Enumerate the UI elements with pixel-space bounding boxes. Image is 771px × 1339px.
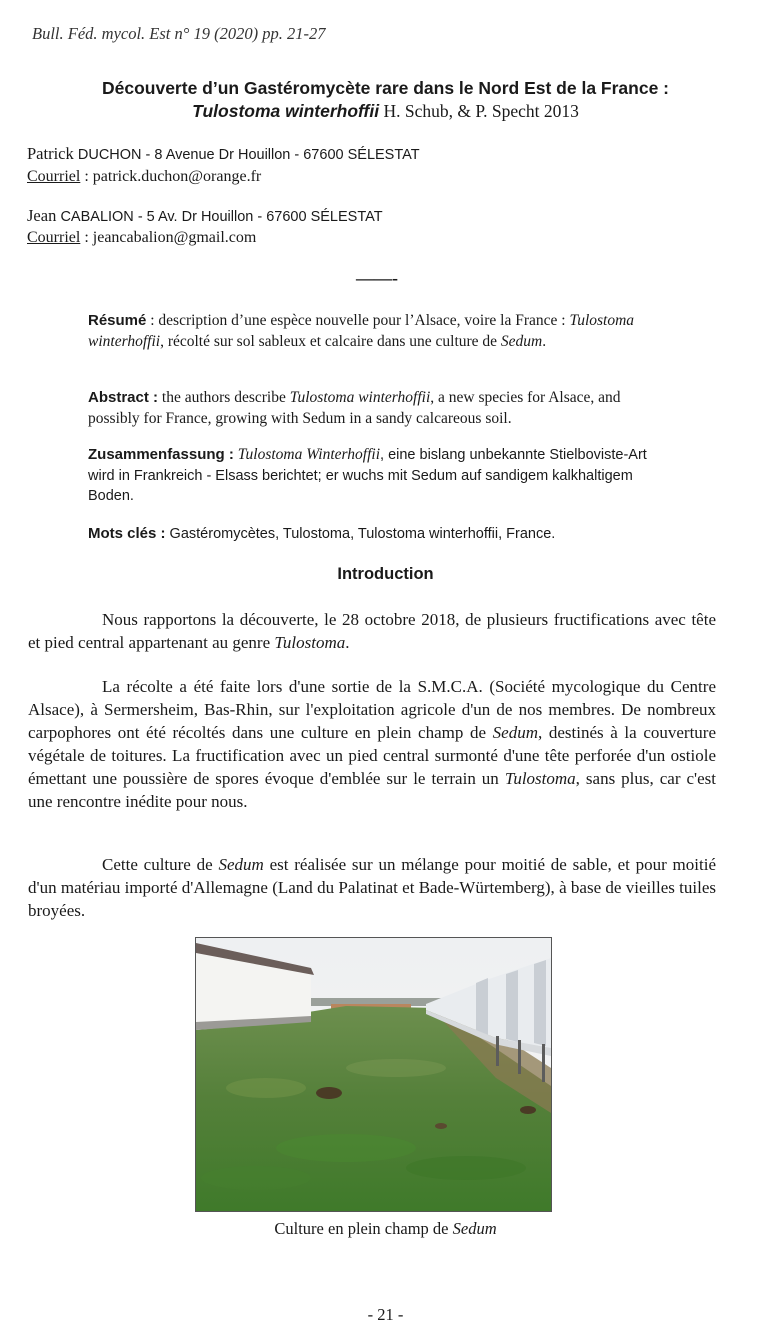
resume-species: Tulostoma winterhoffii [88,312,635,350]
figure-caption [0,1219,771,1239]
resume-text: : description d’une espèce nouvelle pour l’Alsace, voire la France : [146,312,570,329]
page-number: - 21 - [367,1305,404,1324]
author-1-first-name: Patrick [27,144,78,163]
figure-caption-sedum: Sedum [452,1219,497,1238]
author-2-email [27,229,256,247]
journal-reference: Bull. Féd. mycol. Est n° 19 (2020) pp. 21-27 [32,24,326,43]
zusammenfassung-block [88,445,658,507]
paragraph-2-sedum: Sedum [492,723,538,742]
keywords-label: Mots clés : [88,525,166,542]
paragraph-3-text-2: est réalisée sur un mélange pour moitié de sable, et pour moitié d'un matériau importé d'Allemagne (Land du Palatinat et Bade-Würtemberg), à base de vieilles tuiles broyées. [28,855,716,920]
paragraph-2 [28,675,716,813]
author-2-email-label: Courriel [27,229,81,246]
zusammenfassung-label: Zusammenfassung : [88,446,234,463]
resume-text-3: . [542,332,547,350]
abstract-text: the authors describe [158,389,290,406]
author-1 [27,144,420,164]
zusammenfassung-species: Tulostoma Winterhoffii [237,446,381,463]
section-separator: ——- [356,268,398,288]
abstract-species: Tulostoma winterhoffii [289,389,431,406]
paragraph-2-text-2: , destinés à la couverture végétale de toitures. La fructification avec un pied central surmonté d'une tête perforée d'un ostiole émettant une poussière de spores évoque d'emblée sur le terrain un [28,723,716,788]
author-1-address: - 8 Avenue Dr Houillon - 67600 SÉLESTAT [141,147,420,163]
author-2 [27,206,383,226]
paragraph-2-text-3: , sans plus, car c'est une rencontre inédite pour nous. [28,769,716,811]
author-2-last-name: CABALION [60,209,134,225]
paragraph-1-end: . [345,633,350,652]
abstract-text-2: , a new species for Alsace, and possibly for France, growing with Sedum in a sandy calcareous soil. [88,389,621,427]
resume-block [88,311,658,352]
author-1-email-label: Courriel [27,168,81,185]
keywords-block [88,524,658,545]
author-1-email [27,168,261,186]
paragraph-2-text: La récolte a été faite lors d'une sortie de la S.M.C.A. (Société mycologique du Centre Alsace), à Sermersheim, Bas-Rhin, sur l'exploitation agricole d'un de nos membres. De nombreux carpophores ont été récoltés dans une culture en plein champ de [28,677,716,742]
paragraph-1-text: Nous rapportons la découverte, le 28 octobre 2018, de plusieurs fructifications avec tête et pied central appartenant au genre [28,610,716,652]
resume-text-2: , récolté sur sol sableux et calcaire dans une culture de [160,332,501,350]
article-subtitle [30,101,741,122]
abstract-block [88,388,658,429]
field-photo-image [196,938,551,1211]
author-1-email-address[interactable]: : patrick.duchon@orange.fr [80,168,262,185]
author-2-first-name: Jean [27,206,61,225]
article-title: Découverte d’un Gastéromycète rare dans le Nord Est de la France : [101,78,669,98]
figure-caption-text: Culture en plein champ de [274,1219,453,1238]
author-2-address: - 5 Av. Dr Houillon - 67600 SÉLESTAT [133,209,383,225]
author-2-email-address[interactable]: : jeancabalion@gmail.com [80,229,257,246]
paragraph-1-genus: Tulostoma [274,633,346,652]
paragraph-2-genus: Tulostoma [504,769,576,788]
zusammenfassung-text: , eine bislang unbekannte Stielboviste-Art wird in Frankreich - Elsass berichtet; er wuchs mit Sedum auf sandigem kalkhaltigem Boden. [88,447,647,504]
resume-label: Résumé [88,312,147,329]
title-species: Tulostoma winterhoffii [192,101,380,121]
paragraph-3-sedum: Sedum [218,855,264,874]
title-authority: H. Schub, & P. Specht 2013 [379,101,579,121]
author-1-last-name: DUCHON [77,147,142,163]
keywords-text: Gastéromycètes, Tulostoma, Tulostoma winterhoffii, France. [165,526,556,542]
abstract-label: Abstract : [88,389,159,406]
paragraph-1 [28,608,716,654]
section-heading-introduction: Introduction [337,565,434,583]
resume-sedum: Sedum [500,332,543,350]
field-photo [195,937,552,1212]
paragraph-3-text: Cette culture de [102,855,219,874]
paragraph-3 [28,853,716,922]
